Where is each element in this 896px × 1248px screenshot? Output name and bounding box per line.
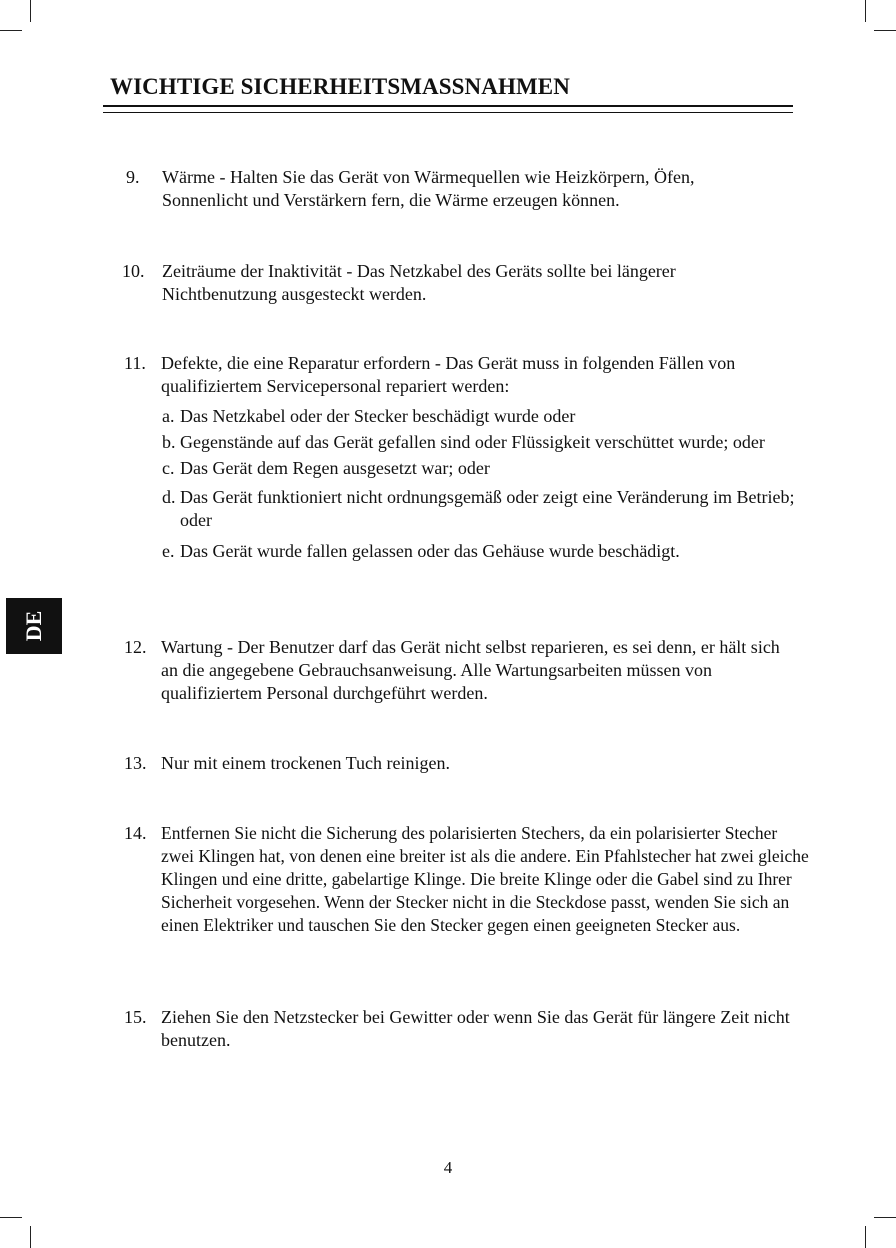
crop-mark bbox=[874, 30, 896, 31]
sub-item bbox=[162, 486, 802, 532]
sub-item-text: Das Gerät wurde fallen gelassen oder das Gehäuse wurde beschädigt. bbox=[180, 541, 680, 561]
crop-mark bbox=[30, 0, 31, 22]
item-number: 11. bbox=[124, 353, 146, 373]
sub-item-text: Das Netzkabel oder der Stecker beschädigt wurde oder bbox=[180, 406, 576, 426]
language-tab bbox=[6, 598, 62, 654]
sub-item-label: d. bbox=[162, 487, 176, 507]
sub-item-label: a. bbox=[162, 406, 175, 426]
page-number: 4 bbox=[443, 1158, 453, 1177]
sub-item-text: Gegenstände auf das Gerät gefallen sind oder Flüssigkeit verschüttet wurde; oder bbox=[180, 432, 765, 452]
item-number: 12. bbox=[124, 637, 147, 657]
sub-item bbox=[162, 431, 802, 454]
title-rule bbox=[103, 112, 793, 113]
item-number: 13. bbox=[124, 753, 147, 773]
sub-item bbox=[162, 457, 802, 480]
page-title: WICHTIGE SICHERHEITSMASSNAHMEN bbox=[110, 74, 570, 99]
title-rule bbox=[103, 105, 793, 107]
crop-mark bbox=[0, 1217, 22, 1218]
sub-list bbox=[162, 405, 802, 563]
sub-item-text: Das Gerät dem Regen ausgesetzt war; oder bbox=[180, 458, 490, 478]
crop-mark bbox=[874, 1217, 896, 1218]
crop-mark bbox=[865, 1226, 866, 1248]
item-text: Wartung - Der Benutzer darf das Gerät nicht selbst reparieren, es sei denn, er hält sich an die angegebene Gebrauchsanweisung. Alle Wartungsarbeiten müssen von qualifiziertem Personal durchgeführt werden. bbox=[161, 637, 780, 703]
sub-item bbox=[162, 405, 802, 428]
item-text: Nur mit einem trockenen Tuch reinigen. bbox=[161, 753, 450, 773]
crop-mark bbox=[0, 30, 22, 31]
language-tab-label: DE bbox=[21, 610, 46, 642]
item-text: Zeiträume der Inaktivität - Das Netzkabel des Geräts sollte bei längerer Nichtbenutzung ausgesteckt werden. bbox=[162, 261, 676, 304]
item-number: 14. bbox=[124, 823, 147, 843]
item-number: 15. bbox=[124, 1007, 147, 1027]
crop-mark bbox=[865, 0, 866, 22]
item-text: Wärme - Halten Sie das Gerät von Wärmequellen wie Heizkörpern, Öfen, Sonnenlicht und Verstärkern fern, die Wärme erzeugen können. bbox=[162, 167, 695, 210]
item-number: 10. bbox=[122, 261, 145, 281]
item-text: Ziehen Sie den Netzstecker bei Gewitter oder wenn Sie das Gerät für längere Zeit nicht benutzen. bbox=[161, 1007, 790, 1050]
item-number: 9. bbox=[126, 167, 140, 187]
sub-item-text: Das Gerät funktioniert nicht ordnungsgemäß oder zeigt eine Veränderung im Betrieb; oder bbox=[180, 487, 795, 530]
item-text: Defekte, die eine Reparatur erfordern - Das Gerät muss in folgenden Fällen von qualifiziertem Servicepersonal repariert werden: bbox=[161, 353, 736, 396]
sub-item-label: b. bbox=[162, 432, 176, 452]
sub-item-label: c. bbox=[162, 458, 175, 478]
crop-mark bbox=[30, 1226, 31, 1248]
sub-item bbox=[162, 540, 802, 563]
sub-item-label: e. bbox=[162, 541, 175, 561]
item-text: Entfernen Sie nicht die Sicherung des polarisierten Stechers, da ein polarisierter Stecher zwei Klingen hat, von denen eine breiter ist als die andere. Ein Pfahlstecher hat zwei gleiche Klingen und eine dritte, gabelartige Klinge. Die breite Klinge oder die Gabel sind zu Ihrer Sicherheit vorgesehen. Wenn der Stecker nicht in die Steckdose passt, wenden Sie sich an einen Elektriker und tauschen Sie den Stecker gegen einen geeigneten Stecker aus. bbox=[161, 823, 809, 935]
